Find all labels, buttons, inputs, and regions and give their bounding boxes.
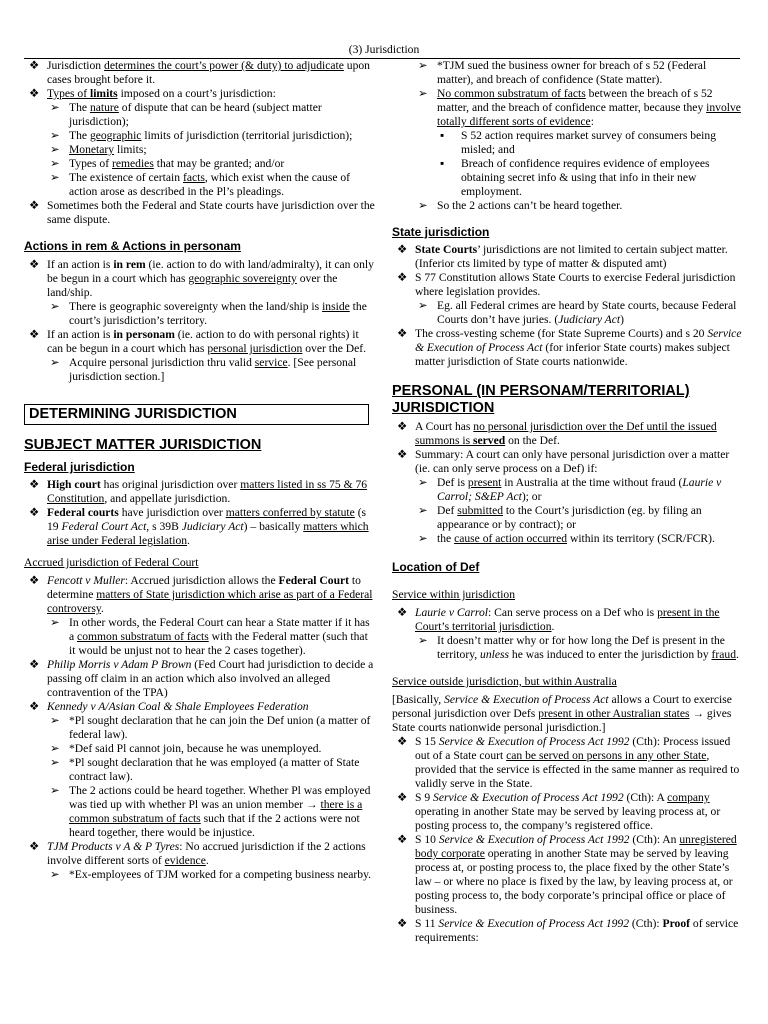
text-run: involve totally different sorts of evidence [437, 101, 741, 128]
sub-list-item [392, 504, 742, 532]
text-run: ) – basically [243, 520, 304, 533]
text-run: *Pl sought declaration that he was employed (a matter of State contract law). [69, 756, 360, 783]
paragraph [24, 556, 376, 570]
sub-list-item [24, 157, 376, 171]
text-run: no personal jurisdiction over the Def until the issued summons is [415, 420, 717, 447]
text-run: , s 39B [146, 520, 182, 533]
arrow-bullet-icon: ➢ [50, 129, 60, 142]
sub-list-item [392, 299, 742, 327]
text-run: *Pl sought declaration that he can join the Def union (a matter of federal law). [69, 714, 371, 741]
arrow-bullet-icon: ➢ [50, 868, 60, 881]
text-run: No common substratum of facts [437, 87, 586, 100]
arrow-bullet-icon: ➢ [50, 742, 60, 755]
text-run: . [205, 854, 209, 867]
spacer [392, 662, 742, 675]
arrow-bullet-icon: ➢ [50, 101, 60, 114]
text-run: *Ex-employees of TJM worked for a competing business nearby. [69, 868, 372, 881]
text-run: [Basically, [392, 693, 445, 706]
sub-list-item [24, 784, 376, 840]
text-run: evidence [164, 854, 206, 867]
text-run: (Fed Court had jurisdiction to decide a passing off claim in an action which also involved an alleged contravention of the TPA) [47, 658, 374, 699]
list-item [24, 658, 376, 700]
text-run: High court [47, 478, 101, 491]
arrow-bullet-icon: ➢ [50, 784, 60, 797]
major-heading [24, 437, 376, 454]
text-run: submitted [457, 504, 504, 517]
text-run: ); or [521, 490, 542, 503]
text-run: limits of jurisdiction (territorial jurisdiction); [141, 129, 353, 142]
text-run: There is geographic sovereignty when the land/ship is [69, 300, 323, 313]
arrow-bullet-icon: ➢ [50, 756, 60, 769]
section-heading [24, 239, 376, 254]
text-run: A Court has [415, 420, 474, 433]
sub-list-item [24, 101, 376, 129]
list-item [24, 700, 376, 714]
text-run: have jurisdiction over [118, 506, 226, 519]
text-run: State Courts [415, 243, 478, 256]
text-run: Proof [662, 917, 691, 930]
spacer [392, 213, 742, 225]
text-run: Breach of confidence requires evidence of employees obtaining secret info & using that info in their new employment. [461, 157, 710, 198]
sub-list-item [24, 742, 376, 756]
text-run: *TJM sued the business owner for breach of s 52 (Federal matter), and breach of confidence (State matter). [437, 59, 707, 86]
text-run: served [472, 434, 506, 447]
arrow-bullet-icon: ➢ [50, 356, 60, 369]
text-run: over the Def. [302, 342, 367, 355]
text-run: Summary: A court can only have personal jurisdiction over a matter (ie. can only serve process on a Def) if: [415, 448, 730, 475]
text-run: Service & Execution of Process Act 1992 [438, 735, 630, 748]
text-run: Federal jurisdiction [24, 460, 135, 474]
sub-list-item [392, 59, 742, 87]
list-item [392, 833, 742, 917]
list-item [24, 840, 376, 868]
text-run: Judiciary Act [181, 520, 244, 533]
spacer [392, 369, 742, 383]
right-column [392, 59, 742, 945]
text-run: in Australia at the time without fraud ( [501, 476, 683, 489]
text-run: S 9 [415, 791, 434, 804]
text-run: Federal courts [47, 506, 119, 519]
text-run: Fencott v Muller [47, 574, 125, 587]
left-column [24, 59, 376, 882]
text-run: The [69, 129, 90, 142]
list-item [392, 917, 742, 945]
text-run: Types of [69, 157, 112, 170]
text-run: Accrued jurisdiction of Federal Court [24, 556, 199, 569]
text-run: So the 2 actions can’t be heard together. [437, 199, 623, 212]
arrow-bullet-icon: ➢ [418, 199, 428, 212]
text-run: Types of [47, 87, 90, 100]
sub-list-item [24, 129, 376, 143]
diamond-bullet-icon: ❖ [397, 735, 408, 748]
text-run: Acquire personal jurisdiction thru valid [69, 356, 255, 369]
text-run: that may be granted; and/or [153, 157, 285, 170]
spacer [24, 425, 376, 437]
diamond-bullet-icon: ❖ [397, 448, 408, 461]
text-run: can be served on persons in any other State [506, 749, 707, 762]
text-run: unless [480, 648, 510, 661]
sub-list-item [392, 157, 742, 199]
diamond-bullet-icon: ❖ [29, 328, 40, 341]
text-run: PERSONAL (IN PERSONAM/TERRITORIAL) JURISDICTION [392, 383, 690, 416]
diamond-bullet-icon: ❖ [397, 271, 408, 284]
text-run: Kennedy v A/Asian Coal & Shale Employees Federation [47, 700, 309, 713]
text-run: limits [89, 87, 118, 100]
text-run: present in other Australian states [538, 707, 690, 720]
arrow-bullet-icon: ➢ [418, 634, 428, 647]
sub-list-item [392, 199, 742, 213]
diamond-bullet-icon: ❖ [397, 791, 408, 804]
diamond-bullet-icon: ❖ [397, 917, 408, 930]
list-item [24, 258, 376, 300]
text-run: . [187, 534, 190, 547]
text-run: (Cth): Process issued out of a State court [415, 735, 731, 762]
sub-list-item [392, 532, 742, 546]
text-run: . [736, 648, 739, 661]
text-run: *Def said Pl cannot join, because he was unemployed. [69, 742, 322, 755]
text-run: S 52 action requires market survey of consumers being misled; and [461, 129, 716, 156]
list-item [392, 791, 742, 833]
spacer [24, 548, 376, 556]
text-run: Service & Execution of Process Act 1992 [438, 833, 630, 846]
text-run: to determine [47, 574, 361, 601]
text-run: (Cth): [629, 917, 663, 930]
text-run: upon cases brought before it. [47, 59, 370, 86]
list-item [24, 59, 376, 87]
text-run: Service & Execution of Process Act [444, 693, 609, 706]
text-run: The 2 actions could be heard together. Whether Pl was employed was tied up with whether Pl was an union member → [69, 784, 371, 811]
sub-list-item [392, 634, 742, 662]
text-run: personal jurisdiction [207, 342, 303, 355]
text-run: , and appellate jurisdiction. [104, 492, 231, 505]
text-run: Philip Morris v Adam P Brown [47, 658, 192, 671]
sub-list-item [24, 714, 376, 742]
text-run: in personam [113, 328, 175, 341]
diamond-bullet-icon: ❖ [29, 506, 40, 519]
diamond-bullet-icon: ❖ [29, 258, 40, 271]
sub-list-item [24, 616, 376, 658]
boxed-heading [24, 404, 369, 425]
list-item [392, 271, 742, 299]
sub-list-item [392, 87, 742, 129]
list-item [392, 448, 742, 476]
text-run: If an action is [47, 328, 114, 341]
page-title: (3) Jurisdiction [348, 43, 420, 56]
diamond-bullet-icon: ❖ [29, 199, 40, 212]
text-run: , provided that the service is effected in the same manner as required to validly serve in the State. [415, 749, 740, 790]
text-run: . [100, 602, 104, 615]
text-run: remedies [111, 157, 154, 170]
text-run: : Can serve process on a Def who is [488, 606, 658, 619]
square-bullet-icon: ▪ [440, 157, 445, 170]
sub-list-item [24, 356, 376, 384]
text-run: within its territory (SCR/FCR). [567, 532, 715, 545]
diamond-bullet-icon: ❖ [397, 833, 408, 846]
text-run: Monetary [69, 143, 115, 156]
arrow-bullet-icon: ➢ [418, 299, 428, 312]
text-run: of dispute that can be heard (subject matter jurisdiction); [69, 101, 322, 128]
arrow-bullet-icon: ➢ [50, 143, 60, 156]
section-heading [392, 225, 742, 240]
text-run: present [467, 476, 502, 489]
list-item [392, 243, 742, 271]
spacer [24, 384, 376, 404]
text-run: . [See personal jurisdiction section.] [69, 356, 357, 383]
text-run: S 11 [415, 917, 439, 930]
sub-list-item [24, 868, 376, 882]
text-run: State jurisdiction [392, 225, 490, 239]
text-run: nature [89, 101, 119, 114]
text-run: there is a common substratum of facts [69, 798, 363, 825]
text-run: Location of Def [392, 560, 480, 574]
text-run: . [551, 620, 555, 633]
text-run: Sometimes both the Federal and State courts have jurisdiction over the same dispute. [47, 199, 375, 226]
sub-list-item [392, 129, 742, 157]
text-run: common substratum of facts [77, 630, 209, 643]
text-run: (Cth): A [623, 791, 668, 804]
sub-list-item [24, 171, 376, 199]
text-run: with the Federal matter (such that it would be unjust not to hear the 2 cases together). [69, 630, 368, 657]
text-run: Laurie v Carrol; S&EP Act [437, 476, 722, 503]
sub-list-item [24, 300, 376, 328]
text-run: operating in another State may be served by leaving process at, or posting process to, the place fixed by the other State’s law – or where no place is fixed by the law, by leaving process at, or posting process to, the body corporate’s principal office or place of business. [415, 847, 733, 916]
arrow-bullet-icon: ➢ [418, 532, 428, 545]
text-run: limits; [114, 143, 147, 156]
text-run: In other words, the Federal Court can hear a State matter if it has a [69, 616, 370, 643]
paragraph [392, 693, 742, 735]
text-run: Federal Court Act [61, 520, 147, 533]
list-item [24, 328, 376, 356]
text-run: matters listed in ss 75 & 76 Constitution [47, 478, 368, 505]
text-run: If an action is [47, 258, 114, 271]
section-heading [392, 560, 742, 575]
text-run: on the Def. [505, 434, 560, 447]
arrow-bullet-icon: ➢ [418, 504, 428, 517]
spacer [24, 227, 376, 239]
text-run: in rem [113, 258, 146, 271]
text-run: The [69, 101, 90, 114]
list-item [392, 606, 742, 634]
text-run: , which exist when the cause of action arose as described in the Pl’s pleadings. [69, 171, 351, 198]
text-run: between the breach of s 52 matter, and the breach of confidence matter, because they [437, 87, 713, 114]
arrow-bullet-icon: ➢ [50, 616, 60, 629]
spacer [392, 575, 742, 588]
text-run: imposed on a court’s jurisdiction: [117, 87, 276, 100]
text-run: Federal Court [278, 574, 350, 587]
major-heading [392, 383, 742, 417]
list-item [392, 420, 742, 448]
sub-list-item [24, 756, 376, 784]
text-run: S 15 [415, 735, 439, 748]
diamond-bullet-icon: ❖ [397, 243, 408, 256]
list-item [24, 574, 376, 616]
text-run: SUBJECT MATTER JURISDICTION [24, 437, 262, 453]
spacer [392, 546, 742, 560]
text-run: Def [437, 504, 458, 517]
text-run: to the Court’s jurisdiction (eg. by filing an appearance or by contract); or [437, 504, 702, 531]
text-run: Eg. all Federal crimes are heard by State courts, because Federal Courts don’t have juries. ( [437, 299, 737, 326]
diamond-bullet-icon: ❖ [29, 59, 40, 72]
text-run: The existence of certain [69, 171, 183, 184]
text-run: : No accrued jurisdiction if the 2 actions involve different sorts of [47, 840, 366, 867]
diamond-bullet-icon: ❖ [29, 700, 40, 713]
sub-list-item [24, 143, 376, 157]
sub-list-item [392, 476, 742, 504]
text-run: the [437, 532, 455, 545]
text-run: company [667, 791, 710, 804]
list-item [24, 506, 376, 548]
list-item [24, 199, 376, 227]
arrow-bullet-icon: ➢ [418, 59, 428, 72]
diamond-bullet-icon: ❖ [397, 327, 408, 340]
text-run: the court’s jurisdiction’s territory. [69, 300, 367, 327]
paragraph [392, 588, 742, 602]
text-run: geographic [89, 129, 142, 142]
text-run: Actions in rem & Actions in personam [24, 239, 241, 253]
square-bullet-icon: ▪ [440, 129, 445, 142]
text-run: inside [322, 300, 350, 313]
text-run: S 77 Constitution allows State Courts to exercise Federal jurisdiction where legislation provides. [415, 271, 736, 298]
text-run: Service outside jurisdiction, but within Australia [392, 675, 617, 688]
text-run: matters which arise under Federal legislation [47, 520, 369, 547]
diamond-bullet-icon: ❖ [29, 478, 40, 491]
arrow-bullet-icon: ➢ [50, 714, 60, 727]
list-item [392, 327, 742, 369]
text-run: (ie. action to do with land/admiralty), it can only be begun in a court which has [47, 258, 374, 285]
arrow-bullet-icon: ➢ [50, 300, 60, 313]
text-run: (Cth): An [629, 833, 680, 846]
text-run: Service within jurisdiction [392, 588, 516, 601]
text-run: matters of State jurisdiction which arise as part of a Federal controversy [47, 588, 373, 615]
text-run: The cross-vesting scheme (for State Supreme Courts) and s 20 [415, 327, 708, 340]
text-run: present in the Court’s territorial jurisdiction [415, 606, 720, 633]
list-item [24, 87, 376, 101]
text-run: he was induced to enter the jurisdiction by [509, 648, 712, 661]
text-run: (ie. action to do with personal rights) it can be begun in a court which has [47, 328, 359, 355]
text-run: cause of action occurred [454, 532, 568, 545]
text-run: matters conferred by statute [225, 506, 355, 519]
text-run: operating in another State may be served by leaving process at, or posting process to, the company’s registered office. [415, 805, 721, 832]
diamond-bullet-icon: ❖ [29, 574, 40, 587]
arrow-bullet-icon: ➢ [418, 87, 428, 100]
text-run: Laurie v Carrol [415, 606, 489, 619]
diamond-bullet-icon: ❖ [397, 606, 408, 619]
text-run: over the land/ship. [47, 272, 338, 299]
text-run: geographic sovereignty [188, 272, 297, 285]
section-heading [24, 460, 376, 475]
text-run: Jurisdiction [47, 59, 105, 72]
text-run: determines the court’s power (& duty) to adjudicate [104, 59, 344, 72]
text-run: (s 19 [47, 506, 367, 533]
diamond-bullet-icon: ❖ [29, 87, 40, 100]
text-run: S 10 [415, 833, 439, 846]
diamond-bullet-icon: ❖ [29, 840, 40, 853]
text-run: allows a Court to exercise personal jurisdiction over Defs [392, 693, 732, 720]
text-run: Service & Execution of Process Act 1992 [433, 791, 624, 804]
text-run: TJM Products v A & P Tyres [47, 840, 180, 853]
text-run: DETERMINING JURISDICTION [29, 406, 237, 422]
diamond-bullet-icon: ❖ [29, 658, 40, 671]
text-run: → gives State courts nationwide personal jurisdiction.] [392, 707, 732, 734]
text-run: service [254, 356, 288, 369]
text-run: unregistered body corporate [415, 833, 737, 860]
arrow-bullet-icon: ➢ [50, 157, 60, 170]
text-run: of service requirements: [415, 917, 739, 944]
text-run: : Accrued jurisdiction allows the [124, 574, 279, 587]
text-run: fraud [711, 648, 737, 661]
text-run: facts [182, 171, 205, 184]
text-run: It doesn’t matter why or for how long the Def is present in the territory, [437, 634, 725, 661]
arrow-bullet-icon: ➢ [418, 476, 428, 489]
text-run: (for inferior State courts) makes subject matter jurisdiction of State courts nationwide. [415, 341, 730, 368]
text-run: has original jurisdiction over [100, 478, 241, 491]
text-run: Service & Execution of Process Act [415, 327, 742, 354]
paragraph [392, 675, 742, 689]
text-run: Def is [437, 476, 468, 489]
list-item [392, 735, 742, 791]
list-item [24, 478, 376, 506]
text-run: ) [620, 313, 624, 326]
text-run: ’ jurisdictions are not limited to certain subject matter. (Inferior cts limited by type of matter & disputed amt) [415, 243, 728, 270]
text-run: Service & Execution of Process Act 1992 [438, 917, 630, 930]
text-run: such that if the 2 actions were not heard together, there would be injustice. [69, 812, 360, 839]
arrow-bullet-icon: ➢ [50, 171, 60, 184]
text-run: Judiciary Act [558, 313, 621, 326]
diamond-bullet-icon: ❖ [397, 420, 408, 433]
text-run: : [590, 115, 594, 128]
